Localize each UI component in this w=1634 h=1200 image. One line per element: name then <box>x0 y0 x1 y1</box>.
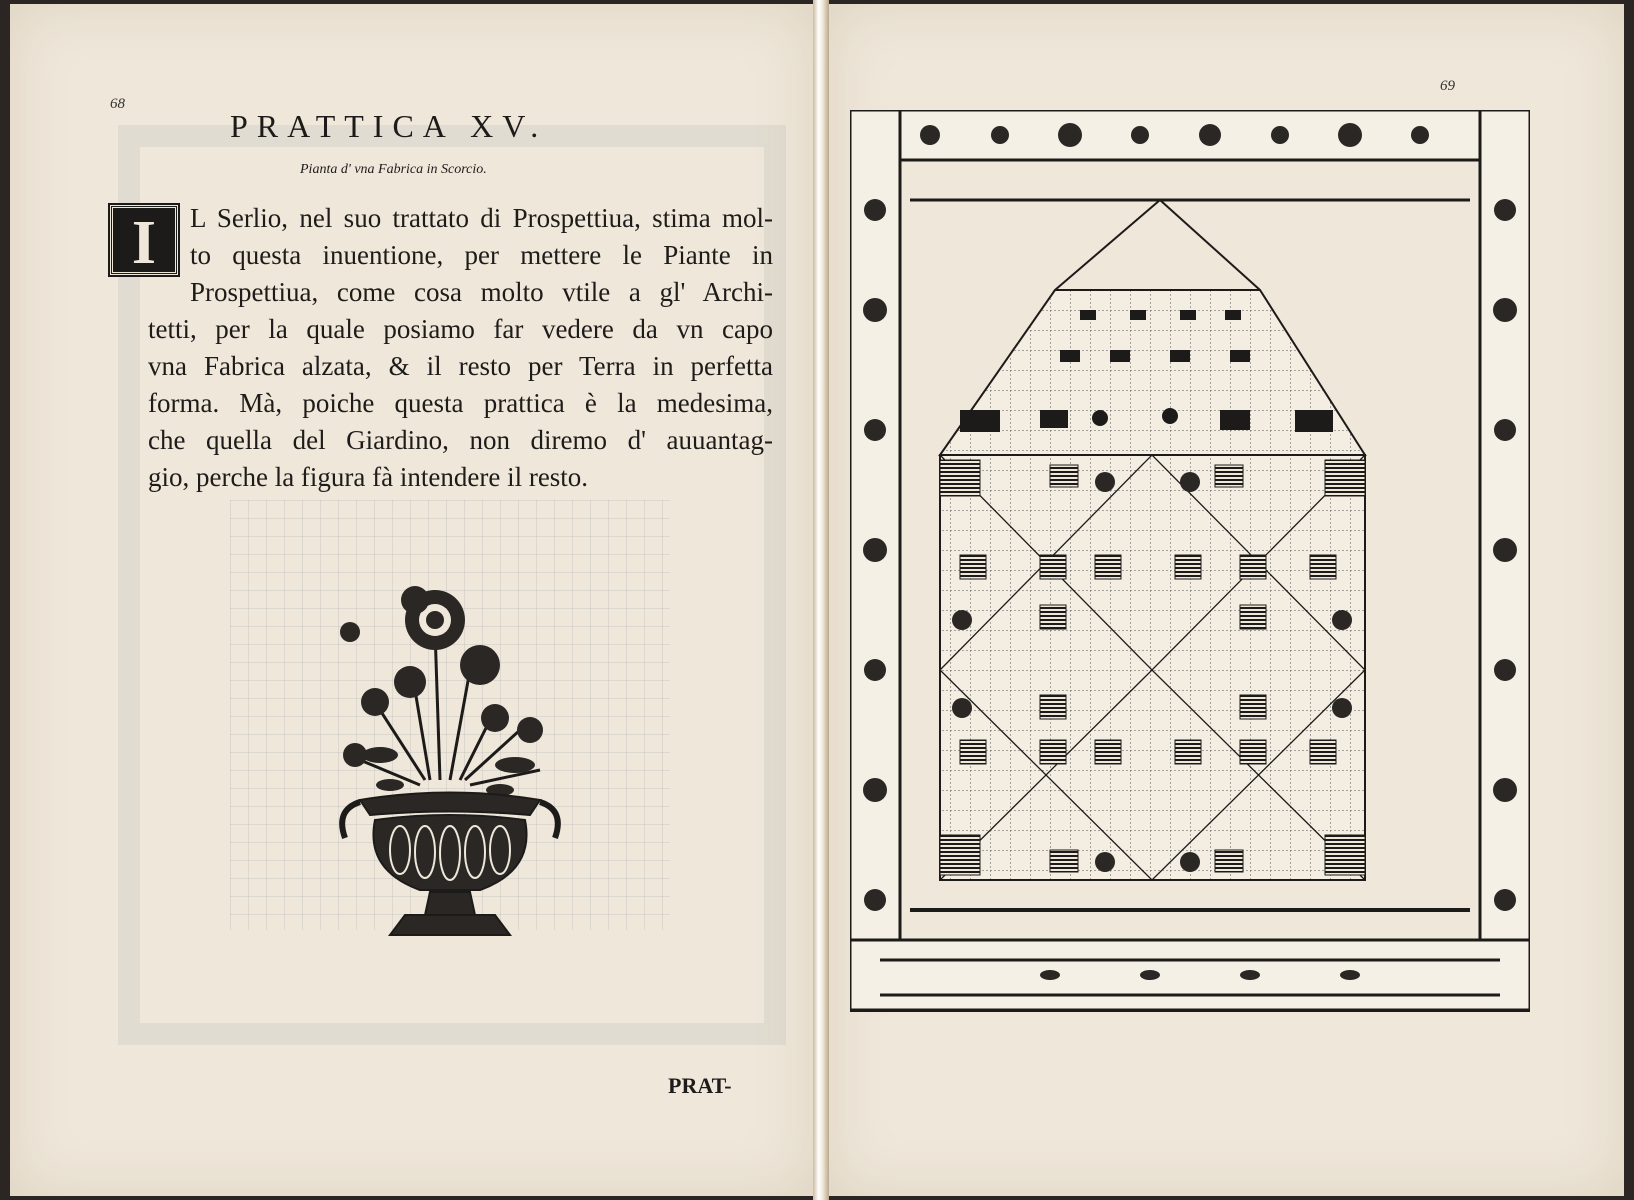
drop-cap-initial: I <box>110 205 178 275</box>
text-line: vna Fabrica alzata, & il resto per Terra in perfetta <box>148 351 773 381</box>
page-heading: PRATTICA XV. <box>230 108 548 144</box>
text-line: che quella del Giardino, non diremo d' auuantag- <box>148 425 773 455</box>
text-line: forma. Mà, poiche questa prattica è la medesima, <box>148 388 773 418</box>
catchword: PRAT- <box>668 1073 732 1098</box>
text-line: tetti, per la quale posiamo far vedere da vn capo <box>148 314 773 344</box>
page-number-right: 69 <box>1440 78 1455 94</box>
text-line: to questa inuentione, per mettere le Piante in <box>190 240 773 270</box>
text-line: gio, perche la figura fà intendere il resto. <box>148 462 589 492</box>
page-subheading: Pianta d' vna Fabrica in Scorcio. <box>300 162 487 177</box>
body-paragraph <box>148 200 773 496</box>
book-gutter <box>813 0 829 1200</box>
page-number-left: 68 <box>110 96 125 112</box>
text-line: Prospettiua, come cosa molto vtile a gl' Archi- <box>190 277 773 307</box>
perspective-plan-woodcut <box>850 110 1530 1050</box>
text-line: L Serlio, nel suo trattato di Prospettiua, stima mol- <box>190 203 773 233</box>
flower-vase-woodcut <box>320 570 580 970</box>
